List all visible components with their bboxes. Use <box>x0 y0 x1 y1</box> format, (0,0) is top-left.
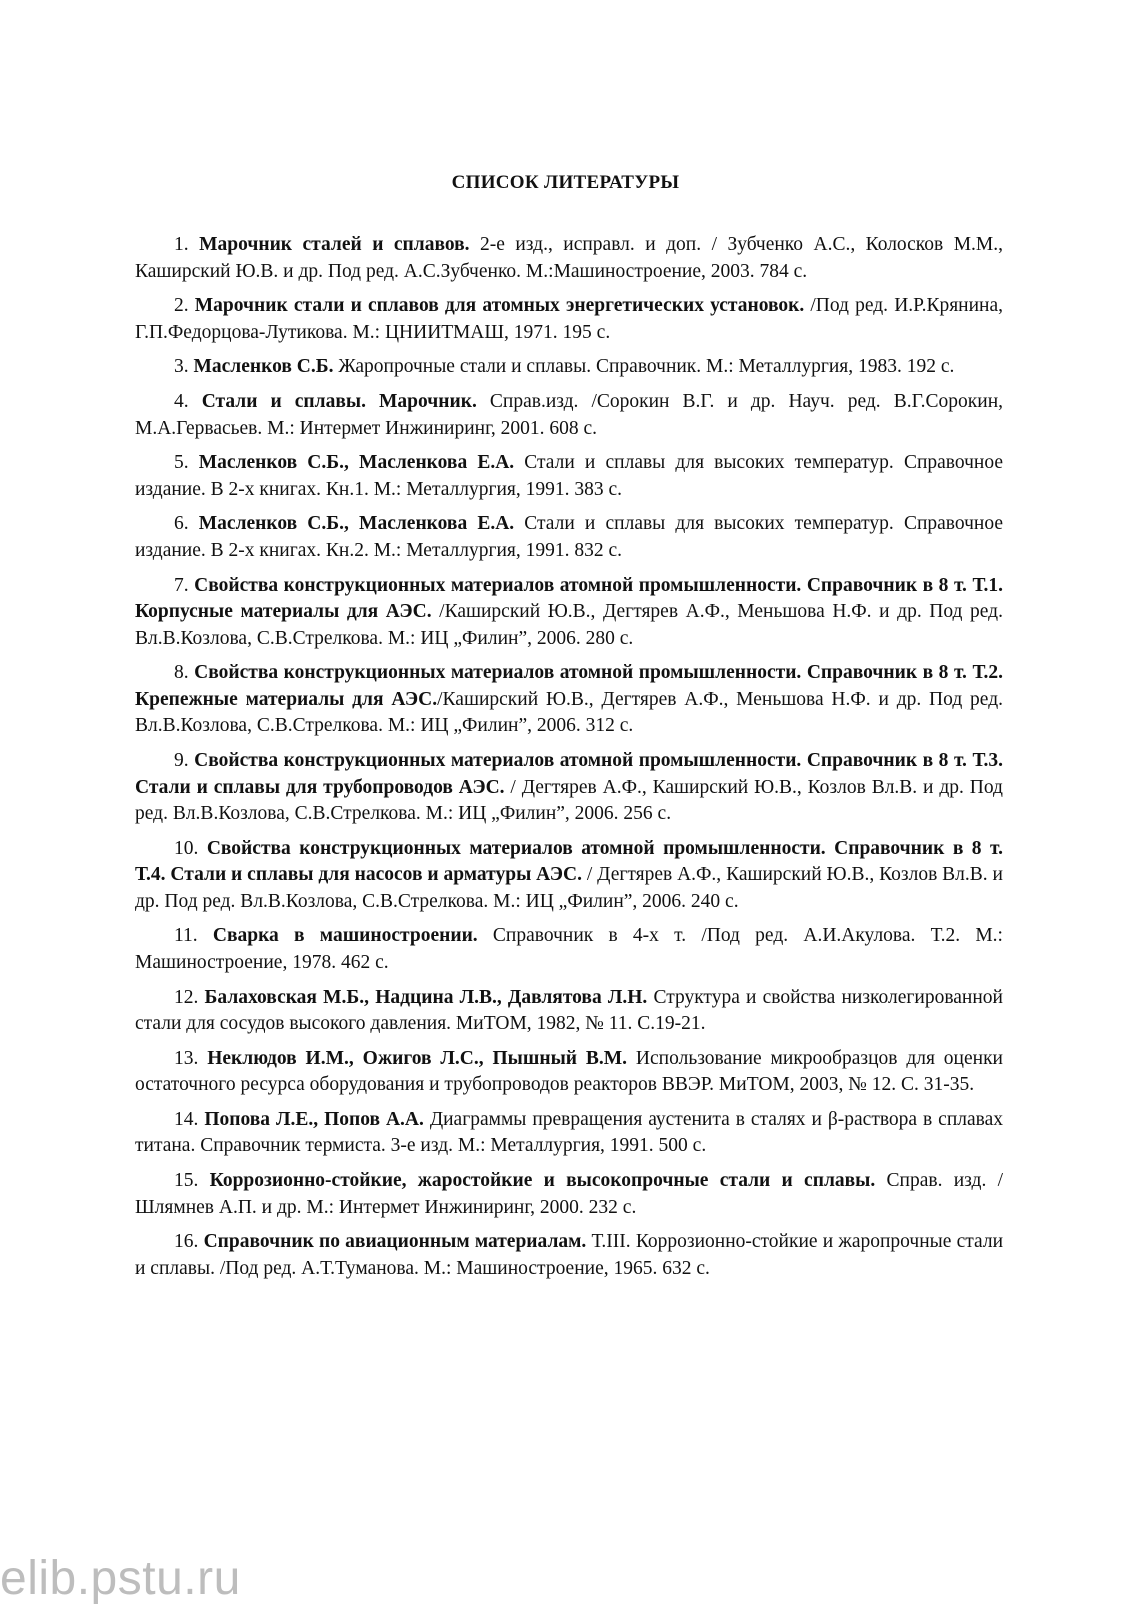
reference-bold-title: Попова Л.Е., Попов А.А. <box>204 1108 424 1130</box>
reference-number: 12. <box>174 986 205 1008</box>
reference-number: 5. <box>174 452 199 474</box>
reference-bold-title: Коррозионно-стойкие, жаростойкие и высокопрочные стали и сплавы. <box>209 1170 876 1192</box>
reference-details: /Каширский Ю.В., Дегтярев А.Ф., Меньшова Н.Ф. и др. Под ред. Вл.В.Козлова, С.В.Стрелкова. М.: ИЦ „Филин”, 2006. 280 с. <box>135 601 1003 649</box>
reference-number: 11. <box>174 925 213 947</box>
reference-bold-title: Марочник сталей и сплавов. <box>199 234 470 255</box>
list-item <box>135 985 1003 1038</box>
reference-bold-title: Масленков С.Б., Масленкова Е.А. <box>198 513 515 535</box>
list-item <box>135 389 1003 442</box>
reference-details: Стали и сплавы для высоких температур. Справочное издание. В 2-х книгах. Кн.1. М.: Металлургия, 1991. 383 с. <box>135 452 1003 500</box>
reference-details: Т.III. Коррозионно-стойкие и жаропрочные стали и сплавы. /Под ред. А.Т.Туманова. М.: Машиностроение, 1965. 632 с. <box>135 1231 1003 1279</box>
list-item <box>135 660 1003 740</box>
reference-number: 6. <box>174 513 199 535</box>
list-item <box>135 1107 1003 1160</box>
reference-bold-title: Свойства конструкционных материалов атомной промышленности. Справочник в 8 т. Т.1. Корпусные материалы для АЭС. <box>135 574 1004 623</box>
reference-bold-title: Свойства конструкционных материалов атомной промышленности. Справочник в 8 т. Т.4. Стали и сплавы для насосов и арматуры АЭС. <box>135 837 1003 886</box>
reference-details: Жаропрочные стали и сплавы. Справочник. М.: Металлургия, 1983. 192 с. <box>333 356 955 378</box>
list-item <box>135 748 1003 828</box>
list-item <box>135 1046 1003 1099</box>
reference-number: 10. <box>174 837 207 859</box>
reference-bold-title: Стали и сплавы. Марочник. <box>201 391 477 413</box>
reference-bold-title: Неклюдов И.М., Ожигов Л.С., Пышный В.М. <box>207 1047 628 1069</box>
reference-bold-title: Сварка в машиностроении. <box>212 925 478 947</box>
reference-details: Справочник в 4-х т. /Под ред. А.И.Акулова. Т.2. М.: Машиностроение, 1978. 462 с. <box>135 925 1003 973</box>
list-item <box>135 293 1003 346</box>
reference-details: Справ. изд. /Шлямнев А.П. и др. М.: Интермет Инжиниринг, 2000. 232 с. <box>135 1170 1004 1218</box>
reference-details: Диаграммы превращения аустенита в сталях и β-раствора в сплавах титана. Справочник термиста. 3-е изд. М.: Металлургия, 1991. 500 с. <box>135 1108 1004 1157</box>
list-item <box>135 836 1003 916</box>
reference-list <box>135 232 1003 1291</box>
page-title: СПИСОК ЛИТЕРАТУРЫ <box>451 172 680 193</box>
list-item <box>135 1168 1003 1221</box>
reference-number: 1. <box>174 234 200 255</box>
list-item <box>135 923 1003 976</box>
reference-number: 13. <box>174 1047 208 1069</box>
reference-bold-title: Справочник по авиационным материалам. <box>203 1231 587 1253</box>
reference-bold-title: Свойства конструкционных материалов атомной промышленности. Справочник в 8 т. Т.2. Крепежные материалы для АЭС. <box>135 662 1004 710</box>
reference-bold-title: Марочник стали и сплавов для атомных энергетических установок. <box>194 295 805 317</box>
list-item <box>135 1229 1003 1282</box>
reference-number: 14. <box>174 1108 205 1130</box>
reference-details: 2-е изд., исправл. и доп. / Зубченко А.С., Колосков М.М., Каширский Ю.В. и др. Под ред. А.С.Зубченко. М.:Машиностроение, 2003. 784 с. <box>135 234 1004 282</box>
reference-bold-title: Балаховская М.Б., Надцина Л.В., Давлятова Л.Н. <box>204 986 648 1008</box>
reference-details: / Дегтярев А.Ф., Каширский Ю.В., Козлов Вл.В. и др. Под ред. Вл.В.Козлова, С.В.Стрелкова. М.: ИЦ „Филин”, 2006. 256 с. <box>135 776 1003 824</box>
reference-details: Справ.изд. /Сорокин В.Г. и др. Науч. ред. В.Г.Сорокин, М.А.Гервасьев. М.: Интермет Инжиниринг, 2001. 608 с. <box>135 391 1004 439</box>
list-item <box>135 232 1003 285</box>
reference-number: 3. <box>174 356 194 378</box>
watermark: elib.pstu.ru <box>0 1552 241 1605</box>
reference-number: 9. <box>174 750 195 771</box>
list-item <box>135 511 1003 564</box>
list-item <box>135 450 1003 503</box>
reference-details: /Под ред. И.Р.Крянина, Г.П.Федорцова-Лутикова. М.: ЦНИИТМАШ, 1971. 195 с. <box>135 295 1004 343</box>
reference-number: 16. <box>174 1231 204 1253</box>
reference-number: 2. <box>174 295 195 317</box>
reference-details: / Дегтярев А.Ф., Каширский Ю.В., Козлов Вл.В. и др. Под ред. Вл.В.Козлова, С.В.Стрелкова. М.: ИЦ „Филин”, 2006. 240 с. <box>135 864 1003 912</box>
reference-details: /Каширский Ю.В., Дегтярев А.Ф., Меньшова Н.Ф. и др. Под ред. Вл.В.Козлова, С.В.Стрелкова. М.: ИЦ „Филин”, 2006. 312 с. <box>135 688 1003 737</box>
reference-number: 8. <box>174 662 195 684</box>
reference-details: Использование микрообразцов для оценки остаточного ресурса оборудования и трубопроводов реакторов ВВЭР. МиТОМ, 2003, № 12. С. 31-35. <box>135 1047 1003 1096</box>
reference-number: 4. <box>174 391 202 413</box>
reference-number: 7. <box>174 574 195 596</box>
list-item <box>135 354 1003 381</box>
reference-bold-title: Масленков С.Б., Масленкова Е.А. <box>198 452 515 474</box>
reference-number: 15. <box>174 1170 210 1192</box>
reference-details: Стали и сплавы для высоких температур. Справочное издание. В 2-х книгах. Кн.2. М.: Металлургия, 1991. 832 с. <box>135 513 1003 561</box>
list-item <box>135 573 1003 653</box>
reference-bold-title: Свойства конструкционных материалов атомной промышленности. Справочник в 8 т. Т.3. Стали и сплавы для трубопроводов АЭС. <box>135 750 1004 798</box>
reference-details: Структура и свойства низколегированной стали для сосудов высокого давления. МиТОМ, 1982, № 11. С.19-21. <box>135 986 1003 1035</box>
reference-bold-title: Масленков С.Б. <box>193 356 334 378</box>
